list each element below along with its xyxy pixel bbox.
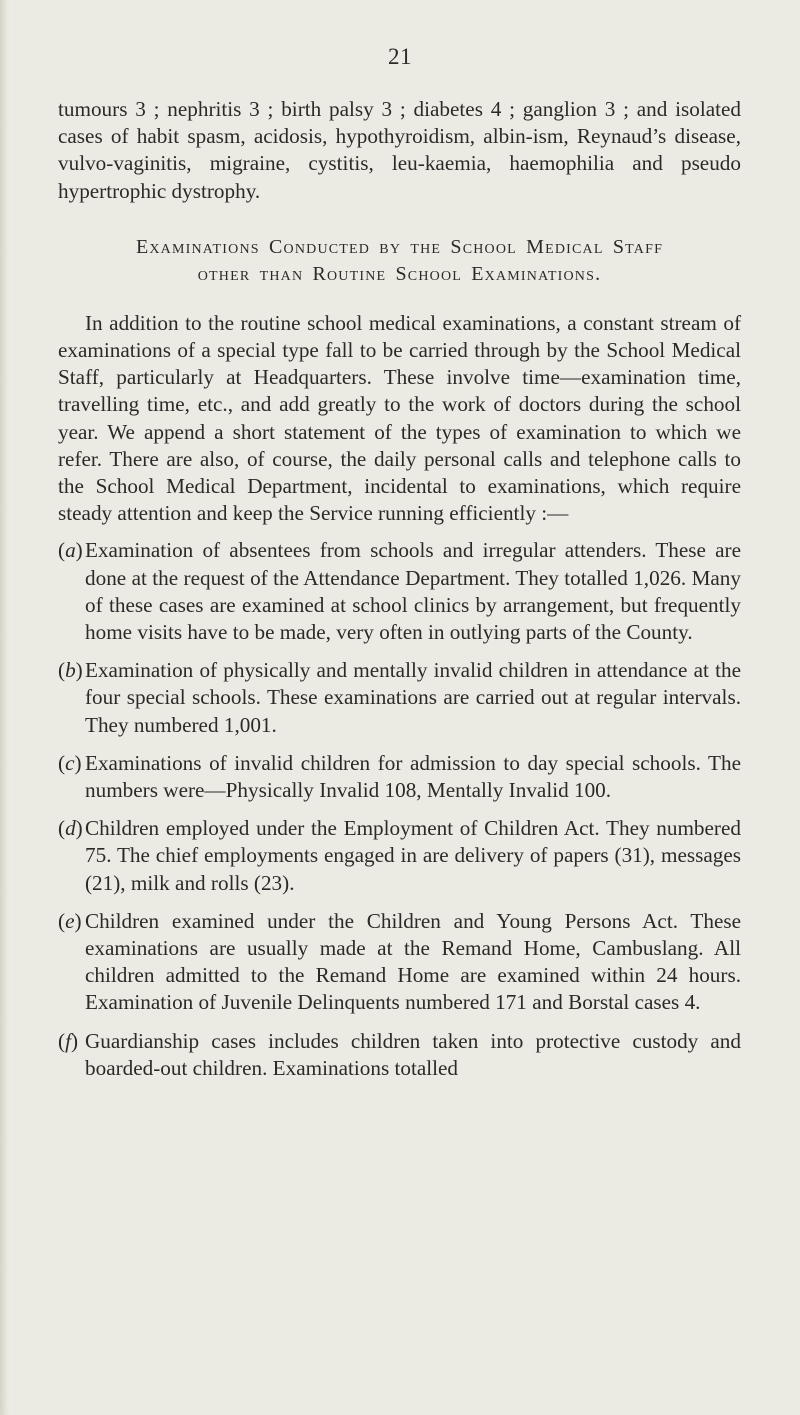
list-item-c	[58, 750, 741, 804]
list-marker-d: (d)	[58, 816, 83, 841]
list-marker-a: (a)	[58, 538, 83, 563]
list-item-text-a: Examination of absentees from schools and irregular attenders. These are done at the request of the Attendance Department. They totalled 1,026. Many of these cases are examined at school clinics by arrangement, but frequently home visits have to be made, very often in outlying parts of the County.	[85, 538, 741, 645]
page-content	[58, 96, 741, 1093]
list-marker-c: (c)	[58, 750, 82, 775]
section-heading-line-1: Examinations Conducted by the School Medical Staff	[135, 235, 664, 258]
list-item-e	[58, 908, 741, 1017]
list-item-a	[58, 537, 741, 646]
list-marker-e: (e)	[58, 908, 82, 933]
examination-list	[58, 537, 741, 1082]
list-item-text-c: Examinations of invalid children for admission to day special schools. The numbers were—Physically Invalid 108, Mentally Invalid 100.	[85, 750, 741, 803]
list-marker-b: (b)	[58, 658, 83, 683]
page-left-edge	[0, 0, 10, 1415]
list-item-text-f: Guardianship cases includes children taken into protective custody and boarded-out children. Examinations totalled	[85, 1028, 741, 1080]
list-item-text-e: Children examined under the Children and Young Persons Act. These examinations are usually made at the Remand Home, Cambuslang. All children admitted to the Remand Home are examined within 24 hours. Examination of Juvenile Delinquents numbered 171 and Borstal cases 4.	[85, 908, 741, 1015]
intro-paragraph: In addition to the routine school medical examinations, a constant stream of examinations of a special type fall to be carried through by the School Medical Staff, particularly at Headquarters. These involve time—examination time, travelling time, etc., and add greatly to the work of doctors during the school year. We append a short statement of the types of examination to which we refer. There are also, of course, the daily personal calls and telephone calls to the School Medical Department, incidental to examinations, which require steady attention and keep the Service running efficiently :—	[58, 310, 741, 526]
continuation-paragraph: tumours 3 ; nephritis 3 ; birth palsy 3 ; diabetes 4 ; ganglion 3 ; and isolated cases of habit spasm, acidosis, hypothyroidism, albin-ism, Reynaud’s disease, vulvo-vaginitis, migraine, cystitis, leu-kaemia, haemophilia and pseudo hypertrophic dystrophy.	[58, 97, 741, 203]
page-number: 21	[388, 44, 412, 69]
list-marker-f: (f)	[58, 1028, 79, 1053]
list-item-f	[58, 1028, 741, 1082]
list-item-b	[58, 657, 741, 739]
section-heading-line-2: other than Routine School Examinations.	[197, 262, 602, 285]
list-item-text-b: Examination of physically and mentally invalid children in attendance at the four special schools. These examinations are carried out at regular intervals. They numbered 1,001.	[85, 658, 741, 737]
list-item-text-d: Children employed under the Employment of Children Act. They numbered 75. The chief employments engaged in are delivery of papers (31), messages (21), milk and rolls (23).	[85, 816, 741, 895]
section-heading	[58, 234, 741, 288]
list-item-d	[58, 815, 741, 897]
